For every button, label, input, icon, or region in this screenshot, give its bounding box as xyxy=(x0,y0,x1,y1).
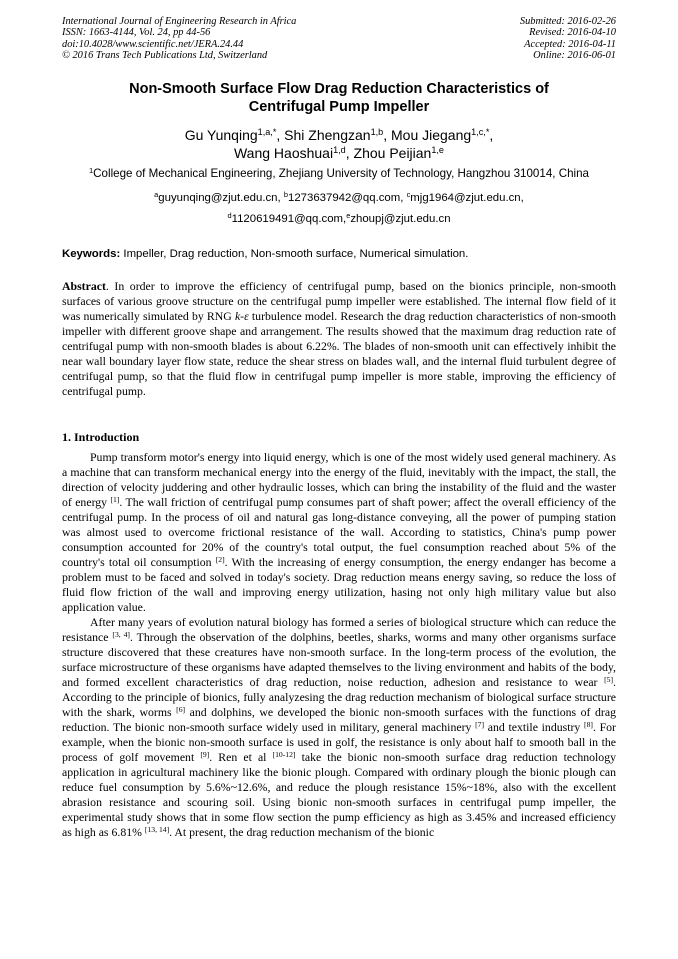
author-name: Gu Yunqing xyxy=(184,127,258,143)
email-link[interactable]: 1273637942@qq.com, xyxy=(287,192,404,204)
email-link[interactable]: mjg1964@zjut.edu.cn, xyxy=(410,192,524,204)
journal-issn: ISSN: 1663-4144, Vol. 24, pp 44-56 xyxy=(62,27,211,39)
date-revised: Revised: 2016-04-10 xyxy=(529,27,616,39)
authors-line-2: Wang Haoshuai$^{1,d}$, Zhou Peijian$^{1,e}$ xyxy=(233,145,444,161)
keywords xyxy=(62,247,616,261)
citation[interactable]: [8] xyxy=(584,719,593,729)
affiliation xyxy=(62,167,616,181)
citation[interactable]: [5] xyxy=(604,674,614,684)
paragraph xyxy=(62,615,616,840)
email-mark: c xyxy=(406,189,411,199)
abstract-text: turbulence model. Research the drag reduction characteristics of non-smooth impeller with different groove shape and arrangement. The results showed that the maximum drag reduction rate of centrifugal pump with non-smooth blades is about 6.22%. The blades of non-smooth unit can effectively inhibit the near wall boundary layer flow state, reduce the shear stress on blades wall, and the internal fluid turbulent degree of centrifugal pump, so that the fluid flow in centrifugal pump impeller is more stable, improving the efficiency of centrifugal pump. xyxy=(62,309,616,398)
abstract-text: . In order to improve the efficiency of centrifugal pump, based on the bionics principle, non-smooth surfaces of various groove structure on the centrifugal pump impeller were established. The internal flow field of it was numerically simulated by RNG xyxy=(62,279,616,323)
citation[interactable]: [2] xyxy=(215,554,225,564)
title-line-2: Centrifugal Pump Impeller xyxy=(248,99,430,115)
author-affil-mark: 1,a,* xyxy=(257,127,277,137)
author-affil-mark: 1,c,* xyxy=(471,127,490,137)
date-online: Online: 2016-06-01 xyxy=(533,50,616,62)
keywords-label: Keywords: xyxy=(62,248,121,260)
section-heading-introduction: 1. Introduction xyxy=(62,430,140,444)
abstract-label: Abstract xyxy=(62,279,106,293)
email-line-2 xyxy=(62,212,616,226)
keywords-text: Impeller, Drag reduction, Non-smooth surface, Numerical simulation. xyxy=(123,248,469,260)
paragraph-text: and dolphins, we developed the bionic non-smooth surfaces with the functions of drag reduction. The bionic non-smooth surface widely used in military, general machinery xyxy=(62,705,616,734)
citation[interactable]: [3, 4] xyxy=(112,629,130,639)
email-mark: b xyxy=(283,189,288,199)
email-mark: d xyxy=(227,210,232,220)
journal-doi: doi:10.4028/www.scientific.net/JERA.24.44 xyxy=(62,38,244,50)
paragraph-text: Pump transform motor's energy into liquid energy, which is one of the most widely used general machinery. As a machine that can transform mechanical energy into the energy of the fluid, inevitably with the impact, the stall, the direction of velocity juddering and other hydraulic losses, which can bring the instability of the fluid and the waster of energy xyxy=(62,450,616,509)
citation[interactable]: [1] xyxy=(110,494,120,504)
paragraph-text: take the bionic non-smooth surface drag reduction technology application in agricultural machinery like the bionic plough. Compared with ordinary plough the bionic plough can reduce fuel consumption by 5.6%~12.6%, and reduce the plough resistance 15%~18%, also with the excellent abrasion resistance and scouring soil. Using bionic non-smooth surfaces in centrifugal pump impeller, the experimental study shows that in some flow section the pump efficiency as high as 3.45% and increased efficiency as high as 6.81% xyxy=(62,750,616,839)
author-name: Wang Haoshuai xyxy=(233,145,334,161)
paragraph-text: . For example, when the bionic non-smooth surface is used in golf, the resistance is only about half to smooth ball in the process of golf movement xyxy=(62,720,616,764)
author-name: Shi Zhengzan xyxy=(284,127,371,143)
title-line-1: Non-Smooth Surface Flow Drag Reduction Characteristics of xyxy=(129,81,549,97)
author-affil-mark: 1,e xyxy=(431,145,444,155)
citation[interactable]: [13, 14] xyxy=(144,824,170,834)
journal-copyright: © 2016 Trans Tech Publications Ltd, Switzerland xyxy=(62,50,268,62)
paragraph-text: . The wall friction of centrifugal pump consumes part of shaft power; affect the overall efficiency of the centrifugal pump. In the process of oil and natural gas long-distance conveying, all the power of pumping station was almost used to overcome frictional resistance of the wall. According to statistics, China's pump power consumption accounted for 20% of the country's total output, the fuel consumption reached about 5% of the country's total oil consumption xyxy=(62,495,616,569)
authors-line-1: Gu Yunqing$^{1,a,*}$, Shi Zhengzan$^{1,b}$, Mou Jiegang$^{1,c,*}$, xyxy=(184,127,494,143)
citation[interactable]: [9] xyxy=(200,749,210,759)
paragraph-text: . According to the principle of bionics, fully analyzesing the drag reduction mechanism of biological surface structure with the shark, worms xyxy=(62,675,616,719)
citation[interactable]: [10-12] xyxy=(272,749,296,759)
author-affil-mark: 1,d xyxy=(333,145,346,155)
introduction-body xyxy=(62,450,616,840)
author-name: Zhou Peijian xyxy=(353,145,432,161)
email-mark: e xyxy=(346,210,351,220)
affiliation-mark: 1 xyxy=(88,165,94,175)
journal-info xyxy=(62,16,296,62)
author-affil-mark: 1,b xyxy=(370,127,384,137)
email-link[interactable]: 1120619491@qq.com, xyxy=(231,213,347,225)
paragraph xyxy=(62,450,616,615)
paragraph-text: . At present, the drag reduction mechanism of the bionic xyxy=(169,825,435,839)
paragraph-text: and textile industry xyxy=(484,720,585,734)
email-line-1 xyxy=(62,191,616,205)
paragraph-text: . Through the observation of the dolphins, beetles, sharks, worms and many other organisms surface structure discovered that these creatures have non-smooth surface. In the long-term process of the evolution, the surface microstructure of these organisms have adapted themselves to the living environment and habits of the body, and formed excellent characteristics of drag reduction, noise reduction, adhesion and resistance to wear xyxy=(62,630,616,689)
email-link[interactable]: zhoupj@zjut.edu.cn xyxy=(350,213,451,225)
paragraph-text: After many years of evolution natural biology has formed a series of biological structure which can reduce the resistance xyxy=(62,615,616,644)
email-mark: a xyxy=(154,189,159,199)
author-list xyxy=(62,126,616,162)
publication-dates xyxy=(520,16,616,62)
abstract xyxy=(62,279,616,399)
date-submitted: Submitted: 2016-02-26 xyxy=(519,16,616,27)
citation[interactable]: [7] xyxy=(475,719,485,729)
email-link[interactable]: guyunqing@zjut.edu.cn, xyxy=(158,192,281,204)
paragraph-text: . With the increasing of energy consumption, the energy endanger has become a problem must to be faced and solved in today's society. Drag reduction means energy saving, so reduce the loss of fluid flow friction of the wall and improving energy utilization, hasing not only high military value but also application value. xyxy=(62,555,616,614)
paper-title xyxy=(62,80,616,116)
turbulence-model: k-ε xyxy=(234,309,249,323)
date-accepted: Accepted: 2016-04-11 xyxy=(524,38,616,50)
paragraph-text: . Ren et al xyxy=(209,750,273,764)
affiliation-text: College of Mechanical Engineering, Zhejiang University of Technology, Hangzhou 310014, China xyxy=(93,167,590,180)
citation[interactable]: [6] xyxy=(176,704,186,714)
journal-name: International Journal of Engineering Research in Africa xyxy=(62,16,297,27)
author-name: Mou Jiegang xyxy=(391,127,472,143)
